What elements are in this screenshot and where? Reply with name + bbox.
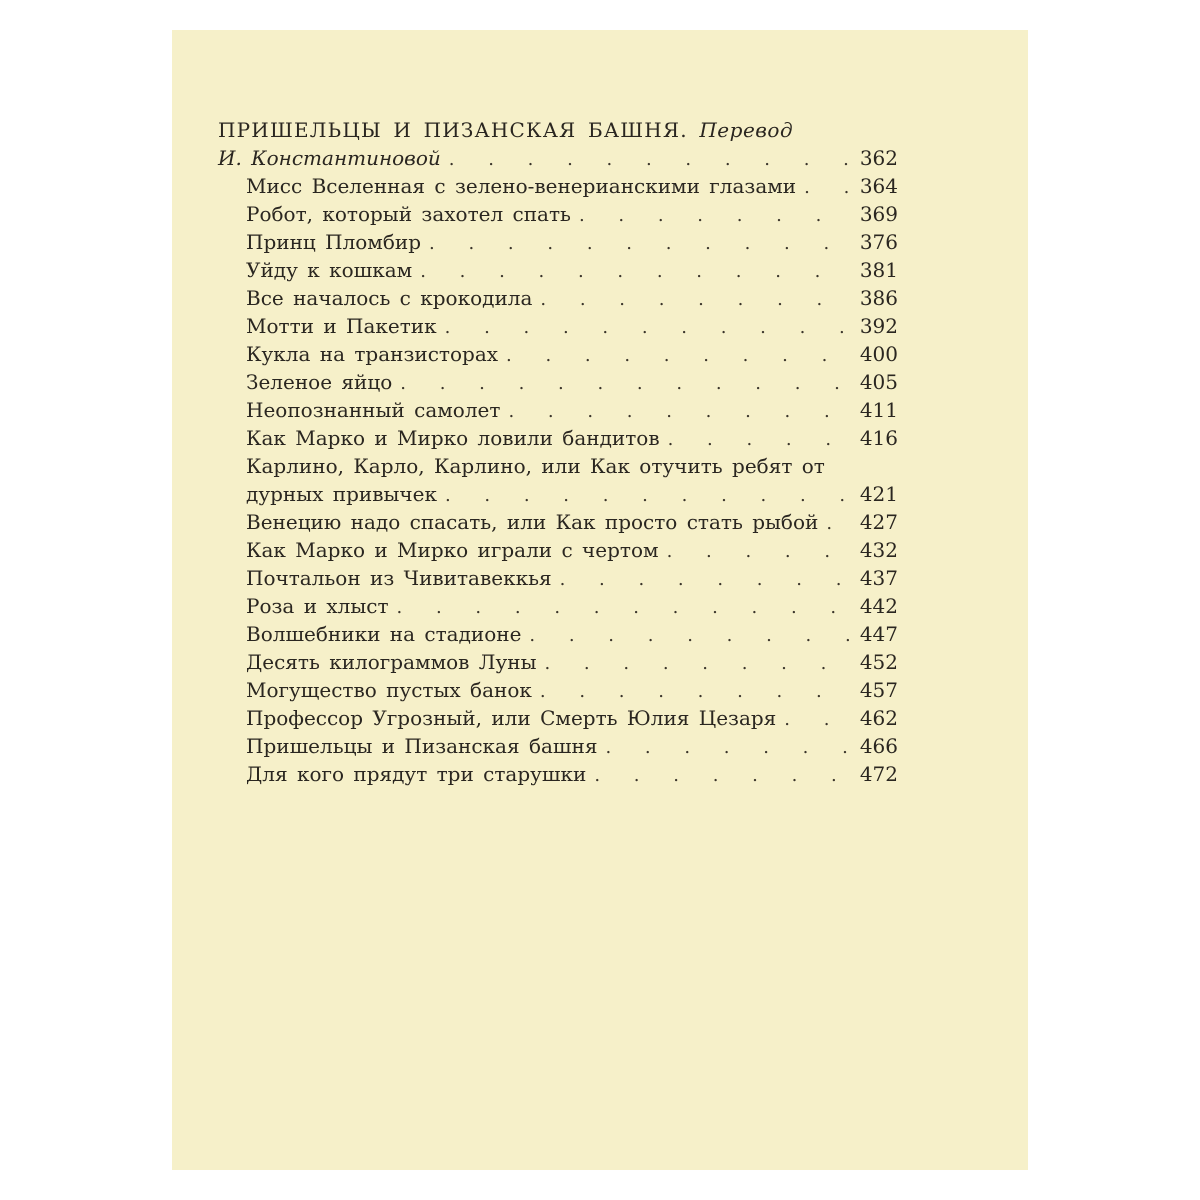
book-page [172,30,1028,1170]
dot-leader [605,734,852,762]
entry-title: Венецию надо спасать, или Как просто стать рыбой [246,510,819,534]
page-number: 416 [859,426,898,450]
dot-leader [449,146,852,174]
toc-entry [218,676,898,704]
entry-title: Зеленое яйцо [246,370,393,394]
toc-entry [218,508,898,536]
dot-leader [506,342,852,370]
page-number: 462 [859,706,898,730]
entry-title: Все началось с крокодила [246,286,533,310]
entry-title: Кукла на транзисторах [246,342,499,366]
page-number: 381 [859,258,898,282]
dot-leader [445,314,852,342]
toc-entry [218,760,898,788]
entry-title: Как Марко и Мирко играли с чертом [246,538,659,562]
dot-leader [508,398,852,426]
toc-entry [218,256,898,284]
page-number: 472 [859,762,898,786]
dot-leader [826,510,852,538]
entry-title: Десять килограммов Луны [246,650,537,674]
toc-entry [218,312,898,340]
dot-leader [397,594,852,622]
entry-title: Уйду к кошкам [246,258,413,282]
dot-leader [560,566,852,594]
page-number: 466 [859,734,898,758]
entry-title: Карлино, Карло, Карлино, или Как отучить ребят от [246,454,825,478]
dot-leader [579,202,852,230]
page-number: 400 [859,342,898,366]
entry-title: Для кого прядут три старушки [246,762,587,786]
toc-entry [218,284,898,312]
page-number: 386 [859,286,898,310]
page-number: 457 [859,678,898,702]
toc-entry [218,592,898,620]
section-heading [218,116,898,144]
translation-label: Перевод [699,118,794,142]
page-number: 376 [859,230,898,254]
dot-leader [668,426,852,454]
dot-leader [804,174,852,202]
entry-title: Пришельцы и Пизанская башня [246,734,598,758]
page-number: 405 [859,370,898,394]
page-number: 452 [859,650,898,674]
table-of-contents [218,116,898,788]
dot-leader [544,650,852,678]
dot-leader [400,370,852,398]
page-number: 432 [859,538,898,562]
page-number: 427 [859,510,898,534]
page-number: 447 [859,622,898,646]
toc-entry-first-line [218,452,898,480]
page-number: 364 [859,174,898,198]
section-title: ПРИШЕЛЬЦЫ И ПИЗАНСКАЯ БАШНЯ. [218,118,688,142]
dot-leader [540,286,852,314]
dot-leader [540,678,852,706]
entry-title: Неопознанный самолет [246,398,501,422]
dot-leader [445,482,852,510]
dot-leader [784,706,852,734]
toc-entry [218,368,898,396]
section-translator-row [218,144,898,172]
page-number: 421 [859,482,898,506]
toc-entry [218,200,898,228]
toc-entry [218,424,898,452]
dot-leader [429,230,852,258]
page-number: 442 [859,594,898,618]
entry-title: Почтальон из Чивитавеккья [246,566,552,590]
toc-entry [218,172,898,200]
translator-name: И. Константиновой [218,146,441,170]
toc-entry [218,228,898,256]
entry-title: Роза и хлыст [246,594,389,618]
entry-title: Мисс Вселенная с зелено-венерианскими глазами [246,174,797,198]
toc-entry [218,704,898,732]
dot-leader [529,622,852,650]
toc-entry-continuation [218,480,898,508]
toc-entry [218,340,898,368]
dot-leader [667,538,852,566]
dot-leader [594,762,852,790]
toc-entry [218,620,898,648]
page-number: 437 [859,566,898,590]
toc-entry [218,564,898,592]
toc-entry [218,732,898,760]
entry-title: Могущество пустых банок [246,678,532,702]
toc-entry [218,396,898,424]
toc-entry [218,536,898,564]
entry-title-continuation: дурных привычек [246,482,437,506]
page-number: 369 [859,202,898,226]
entry-title: Как Марко и Мирко ловили бандитов [246,426,660,450]
page-number: 392 [859,314,898,338]
page-number: 411 [859,398,898,422]
entry-title: Мотти и Пакетик [246,314,437,338]
entry-title: Робот, который захотел спать [246,202,571,226]
entry-title: Волшебники на стадионе [246,622,522,646]
toc-entry [218,648,898,676]
entry-title: Принц Пломбир [246,230,422,254]
page-number: 362 [859,146,898,170]
entry-title: Профессор Угрозный, или Смерть Юлия Цезаря [246,706,777,730]
dot-leader [420,258,852,286]
